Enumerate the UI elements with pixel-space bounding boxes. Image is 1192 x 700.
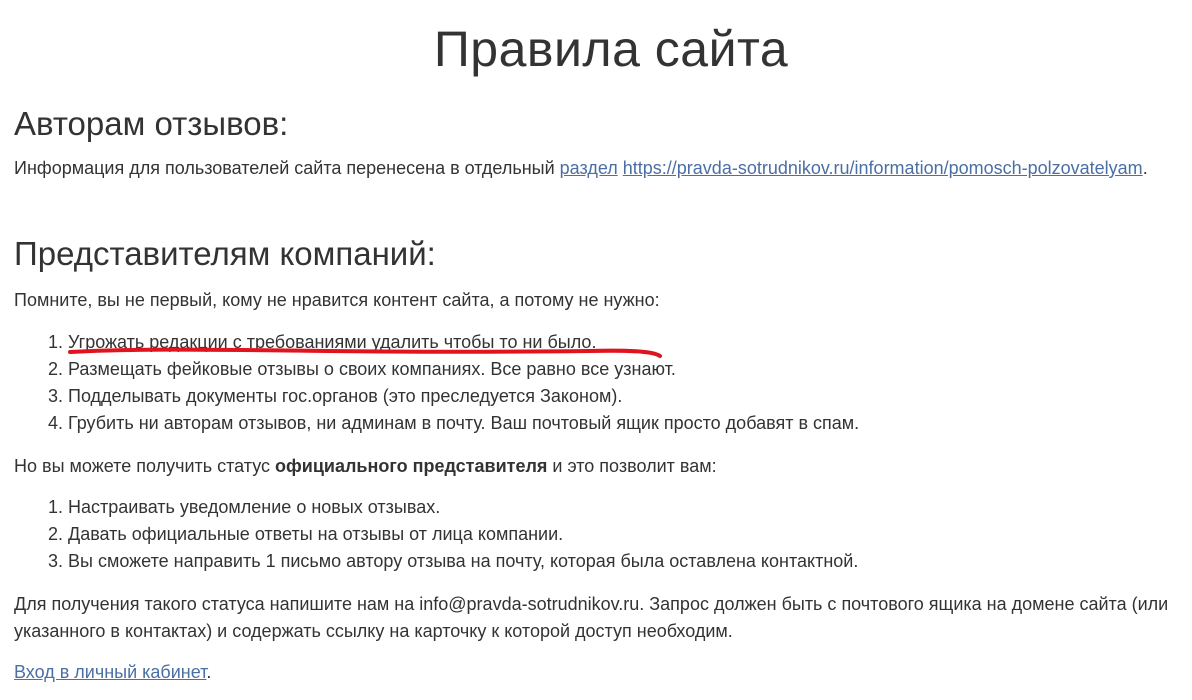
list-item: 1. Угрожать редакции с требованиями удалить чтобы то ни было. (68, 329, 1168, 356)
list-item: 2. Давать официальные ответы на отзывы от лица компании. (68, 521, 1168, 548)
list-item: 1. Настраивать уведомление о новых отзывах. (68, 494, 1168, 521)
authors-text-after: . (1142, 158, 1148, 178)
authors-heading: Авторам отзывов: (14, 105, 289, 142)
status-paragraph (14, 453, 1184, 480)
companies-heading: Представителям компаний: (14, 235, 436, 272)
can-list (14, 494, 1168, 575)
page-title: Правила сайта (433, 21, 789, 77)
login-text-after: . (206, 662, 212, 682)
contact-paragraph: Для получения такого статуса напишите нам на info@pravda-sotrudnikov.ru. Запрос должен быть с почтового ящика на домене сайта (или указанного в контактах) и содержать ссылку на карточку к которой доступ необходим. (14, 594, 1169, 641)
status-bold-text: официального представителя (275, 456, 548, 476)
help-page-link[interactable]: https://pravda-sotrudnikov.ru/information/pomosch-polzovatelyam (622, 158, 1143, 178)
authors-paragraph (14, 155, 1184, 182)
list-item: 2. Размещать фейковые отзывы о своих компаниях. Все равно все узнают. (68, 356, 1168, 383)
login-link[interactable]: Вход в личный кабинет (14, 662, 207, 682)
dont-list (14, 329, 1168, 437)
login-paragraph (14, 659, 1184, 686)
list-item: 3. Подделывать документы гос.органов (это преследуется Законом). (68, 383, 1168, 410)
section-link[interactable]: раздел (559, 158, 618, 178)
status-text-after: и это позволит вам: (547, 456, 717, 476)
list-item: 4. Грубить ни авторам отзывов, ни админам в почту. Ваш почтовый ящик просто добавят в спам. (68, 410, 1168, 437)
list-item: 3. Вы сможете направить 1 письмо автору отзыва на почту, которая была оставлена контактной. (68, 548, 1168, 575)
status-text-before: Но вы можете получить статус (14, 456, 276, 476)
companies-intro: Помните, вы не первый, кому не нравится контент сайта, а потому не нужно: (14, 290, 660, 310)
authors-text-before: Информация для пользователей сайта перенесена в отдельный (14, 158, 560, 178)
